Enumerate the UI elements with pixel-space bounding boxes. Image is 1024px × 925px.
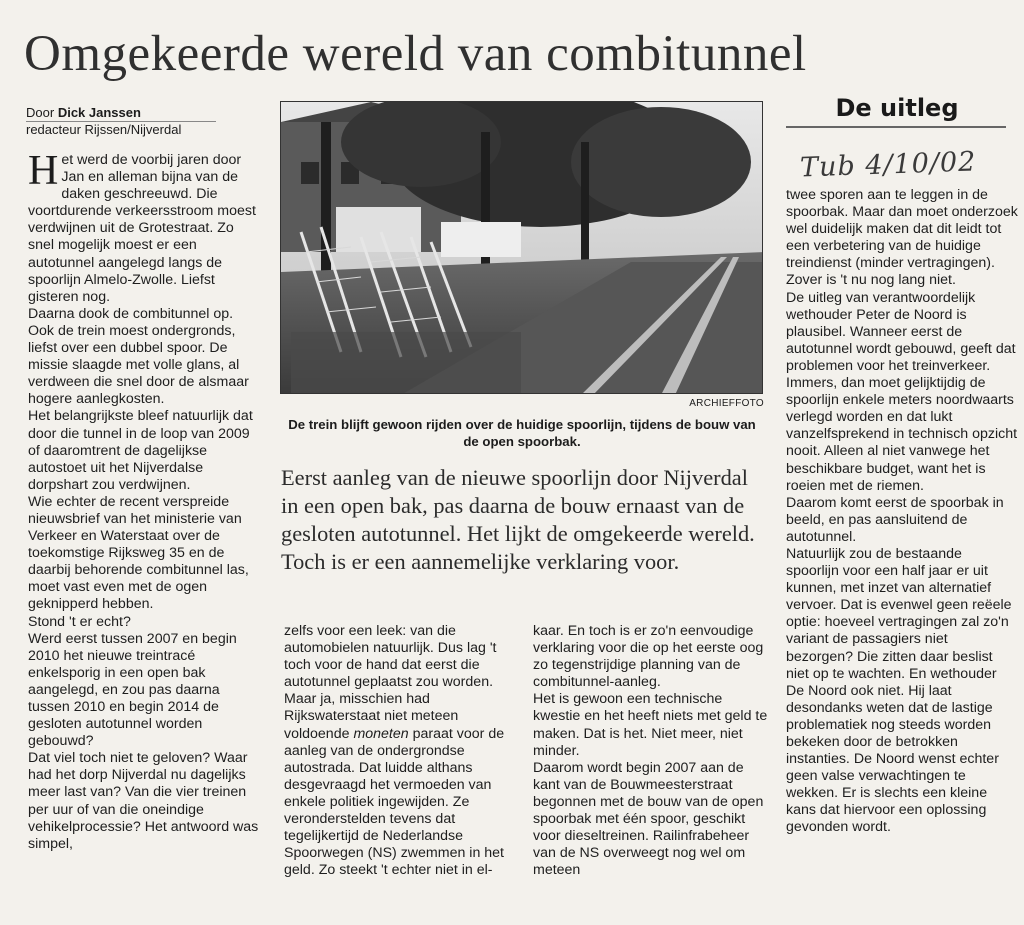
article-column-1	[28, 148, 260, 853]
paragraph: Stond 't er echt?	[28, 613, 131, 630]
byline-role: redacteur Rijssen/Nijverdal	[26, 122, 182, 137]
drop-cap: H	[28, 148, 59, 194]
paragraph: Werd eerst tussen 2007 en begin 2010 het nieuwe treintracé enkelsporig in een open bak aangelegd, en zou pas daarna tussen 2010 en begin 2014 de gesloten autotunnel worden gebouwd?	[28, 630, 237, 750]
section-title: De uitleg	[835, 94, 959, 122]
paragraph: Het is gewoon een technische kwestie en het heeft niets met geld te maken. Dat is het. Niet meer, niet minder.	[533, 691, 768, 759]
headline: Omgekeerde wereld van combitunnel	[24, 26, 807, 82]
paragraph: De uitleg van verantwoordelijk wethouder Peter de Noord is plausibel. Wanneer eerst de autotunnel wordt gebouwd, geeft dat problemen voor het treinverkeer. Immers, dan moet gelijktijdig de spoorlijn enkele meters noordwaarts verlegd worden en dat lukt vanzelfsprekend in technisch opzicht nooit. Alleen al niet vanwege het beschikbare budget, want het is roeien met de riemen.	[786, 289, 1018, 494]
paragraph	[284, 691, 520, 879]
paragraph: twee sporen aan te leggen in de spoorbak. Maar dan moet onderzoek wel duidelijk maken dat dit leidt tot een verbetering van de huidige treindienst (minder vertragingen). Zover is 't nu nog lang niet.	[786, 187, 1018, 289]
paragraph-text: paraat voor de aanleg van de ondergrondse autostrada. Dat luidde althans desgevraagd het vermoeden van enkele politiek ingewijden. Ze veronderstelden tevens dat tegelijkertijd de Nederlandse Spoorwegen (NS) zwemmen in het geld. Zo steekt 't echter niet in el-	[284, 725, 505, 879]
byline-prefix: Door	[26, 105, 55, 120]
railway-construction-image	[281, 102, 763, 394]
paragraph: Het belangrijkste bleef natuurlijk dat door die tunnel in de loop van 2009 of daaromtrent de dagelijkse autostoet uit het Nijverdalse dorpshart zou verdwijnen.	[28, 408, 253, 493]
paragraph-text: Maar ja, misschien had Rijkswaterstaat niet meteen voldoende	[284, 691, 459, 742]
paragraph: kaar. En toch is er zo'n eenvoudige verklaring voor die op het eerste oog zo tegenstrijdige planning van de combitunnel-aanleg.	[533, 623, 764, 691]
emphasis-text: moneten	[353, 725, 409, 742]
photo-credit: ARCHIEFFOTO	[689, 398, 764, 409]
byline-divider	[26, 121, 216, 122]
paragraph: Daarom wordt begin 2007 aan de kant van de Bouwmeesterstraat begonnen met de bouw van de open spoorbak met één spoor, geschikt voor dieseltreinen. Railinfrabeheer van de NS overweegt nog wel om meteen	[533, 759, 764, 879]
handwritten-date: Tub 4/10/02	[799, 146, 977, 184]
paragraph: Wie echter de recent verspreide nieuwsbrief van het ministerie van Verkeer en Waterstaat over de toekomstige Rijksweg 35 en de daarbij behorende combitunnel las, moet vast even met de ogen geknipperd hebben.	[28, 493, 249, 613]
lead-paragraph: Eerst aanleg van de nieuwe spoorlijn door Nijverdal in een open bak, pas daarna de bouw ernaast van de gesloten autotunnel. Het lijkt de omgekeerde wereld. Toch is er een aannemelijke verklaring voor.	[281, 465, 755, 574]
article-column-3	[533, 623, 769, 879]
paragraph: Dat viel toch niet te geloven? Waar had het dorp Nijverdal nu dagelijks meer last van? Van die vier treinen per uur of van die oneindige vehikelprocessie? Het antwoord was simpel,	[28, 750, 259, 852]
byline-author: Dick Janssen	[57, 105, 141, 120]
article-column-2	[284, 623, 520, 879]
photo-caption: De trein blijft gewoon rijden over de huidige spoorlijn, tijdens de bouw van de open spoorbak.	[288, 417, 756, 449]
paragraph: Daarna dook de combitunnel op. Ook de trein moest ondergronds, liefst over een dubbel spoor. De missie slaagde met volle glans, al verdween die snel door de alsmaar hogere aanlegkosten.	[28, 305, 249, 408]
paragraph: Daarom komt eerst de spoorbak in beeld, en pas aansluitend de autotunnel.	[786, 494, 1004, 545]
railway-photo	[280, 101, 763, 394]
paragraph: zelfs voor een leek: van die automobielen natuurlijk. Dus lag 't toch voor de hand dat eerst die autotunnel geplaatst zou worden.	[284, 623, 497, 691]
section-divider	[786, 126, 1006, 128]
paragraph: Natuurlijk zou de bestaande spoorlijn voor een half jaar er uit kunnen, met inzet van alternatief vervoer. Dat is evenwel geen reëele optie: hoeveel vertragingen zal zo'n variant de passagiers niet bezorgen? Die zitten daar beslist niet op te wachten. En wethouder De Noord ook niet. Hij laat desondanks weten dat de lastige problematiek nog steeds worden bekeken door de betrokken instanties. De Noord wenst echter geen valse verwachtingen te wekken. Er is slechts een kleine kans dat hiervoor een oplossing gevonden wordt.	[786, 545, 1012, 836]
paragraph	[28, 148, 260, 306]
uitleg-column	[786, 187, 1018, 837]
paragraph-text: et werd de voorbij jaren door Jan en alleman bijna van de daken geschreeuwd. Die voortdurende verkeersstroom moest verdwijnen uit de Grotestraat. Zo snel mogelijk moest er een autotunnel aangelegd langs de spoorlijn Almelo-Zwolle. Liefst gisteren nog.	[28, 152, 256, 305]
